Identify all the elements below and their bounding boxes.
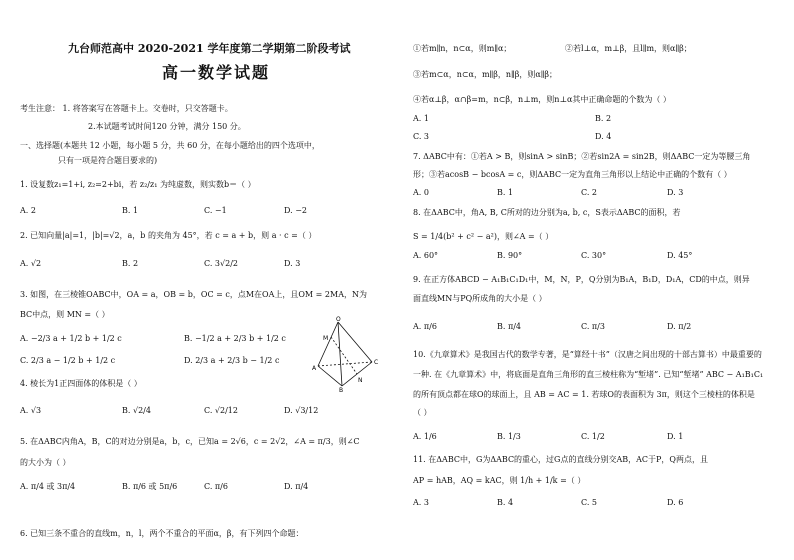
q3-stem-1: 3. 如图，在三棱锥OABC中，OA = a，OB = b，OC = c，点M在OA上，且OM = 2MA，N为 <box>20 290 367 299</box>
q6-option-b: B. 2 <box>595 114 612 123</box>
q7-stem-2: 形；③若acosB − bcosA = c，则ΔABC一定为直角三角形以上结论中正确的个数有（ ） <box>413 170 732 179</box>
q3-stem-2: BC中点，则 MN =（ ） <box>20 310 110 319</box>
q7-option-b: B. 1 <box>497 188 514 197</box>
q1-option-c: C. −1 <box>204 206 227 215</box>
q8-option-a: A. 60° <box>413 251 439 260</box>
q10-stem-4: （ ） <box>413 408 432 417</box>
q1-option-d: D. −2 <box>284 206 308 215</box>
q4-option-d: D. √3/12 <box>284 406 319 415</box>
tetrahedron-figure <box>312 316 382 392</box>
q3-option-a: A. −2/3 a + 1/2 b + 1/2 c <box>20 334 122 343</box>
q1-option-a: A. 2 <box>20 206 36 215</box>
q5-option-c: C. π/6 <box>204 482 228 491</box>
school-exam-title: 九台师范高中 2020-2021 学年度第二学期第二阶段考试 <box>68 42 351 55</box>
q10-option-d: D. 1 <box>667 432 684 441</box>
q7-option-a: A. 0 <box>413 188 429 197</box>
q2-option-c: C. 3√2/2 <box>204 259 238 268</box>
q10-option-a: A. 1/6 <box>413 432 437 441</box>
q3-option-d: D. 2/3 a + 2/3 b − 1/2 c <box>184 356 280 365</box>
q8-stem-1: 8. 在ΔABC中，角A, B, C所对的边分别为a, b, c，S表示ΔABC的面积，若 <box>413 208 681 217</box>
notes-line-2: 2.本试题考试时间120 分钟，满分 150 分。 <box>88 122 246 131</box>
section1-heading-2: 只有一项是符合题目要求的) <box>58 156 158 165</box>
q4-stem: 4. 棱长为1正四面体的体积是（ ） <box>20 379 142 388</box>
q6-stem: 6. 已知三条不重合的直线m，n，l，两个不重合的平面α，β，有下列四个命题： <box>20 529 304 538</box>
q3-option-b: B. −1/2 a + 2/3 b + 1/2 c <box>184 334 286 343</box>
q9-option-b: B. π/4 <box>497 322 522 331</box>
q9-option-c: C. π/3 <box>581 322 605 331</box>
q5-option-d: D. π/4 <box>284 482 309 491</box>
q7-option-d: D. 3 <box>667 188 684 197</box>
q5-stem-1: 5. 在ΔABC内角A，B，C的对边分别是a，b，c，已知a = 2√6，c = 2√2，∠A = π/3，则∠C <box>20 437 360 446</box>
fig-label-b: B <box>339 387 344 392</box>
q7-option-c: C. 2 <box>581 188 598 197</box>
q10-stem-3: 的所有顶点都在球O的球面上，且 AB = AC = 1. 若球O的表面积为 3π，则这个三棱柱的体积是 <box>413 390 755 399</box>
q1-stem: 1. 设复数z₁=1+i, z₂=2+bi，若 z₂/z₁ 为纯虚数，则实数b＝（ ） <box>20 180 256 189</box>
fig-label-m: M <box>323 335 329 342</box>
fig-label-o: O <box>336 316 341 323</box>
fig-label-n: N <box>358 377 363 384</box>
q7-stem-1: 7. ΔABC中有：①若A > B，则sinA > sinB；②若sin2A = sin2B，则ΔABC一定为等腰三角 <box>413 152 751 161</box>
q1-option-b: B. 1 <box>122 206 139 215</box>
q6-proposition-2: ②若l⊥α，m⊥β，且l∥m，则α∥β； <box>565 44 692 53</box>
q9-option-d: D. π/2 <box>667 322 692 331</box>
q10-stem-2: 一种. 在《九章算术》中，将底面是直角三角形的直三棱柱称为“堑堵”. 已知“堑堵” ABC − A₁B₁C₁ <box>413 370 764 379</box>
q11-option-b: B. 4 <box>497 498 514 507</box>
section1-heading-1: 一、选择题(本题共 12 小题，每小题 5 分，共 60 分，在每小题给出的四个选项中， <box>20 141 320 150</box>
q3-option-c: C. 2/3 a − 1/2 b + 1/2 c <box>20 356 116 365</box>
q11-stem-2: AP = hAB，AQ = kAC，则 1/h + 1/k =（ ） <box>413 476 586 485</box>
notes-line-1: 考生注意： 1. 将答案写在答题卡上。交卷时，只交答题卡。 <box>20 104 233 113</box>
q5-option-b: B. π/6 或 5π/6 <box>122 482 178 491</box>
q6-proposition-4: ④若α⊥β，α∩β=m，n⊂β，n⊥m，则n⊥α其中正确命题的个数为（ ） <box>413 95 671 104</box>
q6-proposition-3: ③若m⊂α，n⊂α，m∥β，n∥β，则α∥β； <box>413 70 558 79</box>
q6-option-d: D. 4 <box>595 132 612 141</box>
q2-option-d: D. 3 <box>284 259 301 268</box>
q10-option-b: B. 1/3 <box>497 432 521 441</box>
q11-option-a: A. 3 <box>413 498 429 507</box>
q5-stem-2: 的大小为（ ） <box>20 458 71 467</box>
fig-label-a: A <box>312 365 317 372</box>
q11-option-d: D. 6 <box>667 498 684 507</box>
q8-option-d: D. 45° <box>667 251 693 260</box>
q2-option-a: A. √2 <box>20 259 42 268</box>
q8-option-c: C. 30° <box>581 251 607 260</box>
right-column <box>405 0 790 560</box>
q4-option-b: B. √2/4 <box>122 406 151 415</box>
q10-stem-1: 10.《九章算术》是我国古代的数学专著，是“算经十书”（汉唐之间出现的十部古算书）中最重要的 <box>413 350 762 359</box>
q6-option-a: A. 1 <box>413 114 429 123</box>
q6-proposition-1: ①若m∥n，n⊂α，则m∥α； <box>413 44 512 53</box>
q9-stem-1: 9. 在正方体ABCD − A₁B₁C₁D₁中，M，N，P，Q分别为B₁A，B₁D，D₁A，CD的中点，则异 <box>413 275 750 284</box>
q8-stem-2: S = 1/4(b² + c² − a²)，则∠A =（ ） <box>413 232 554 241</box>
q4-option-a: A. √3 <box>20 406 42 415</box>
q10-option-c: C. 1/2 <box>581 432 605 441</box>
q11-option-c: C. 5 <box>581 498 598 507</box>
q9-stem-2: 面直线MN与PQ所成角的大小是（ ） <box>413 294 547 303</box>
fig-label-c: C <box>374 359 379 366</box>
q8-option-b: B. 90° <box>497 251 523 260</box>
q9-option-a: A. π/6 <box>413 322 437 331</box>
left-column <box>12 0 397 560</box>
q5-option-a: A. π/4 或 3π/4 <box>20 482 76 491</box>
q11-stem-1: 11. 在ΔABC中，G为ΔABC的重心，过G点的直线分别交AB，AC于P，Q两点，且 <box>413 455 708 464</box>
q2-option-b: B. 2 <box>122 259 139 268</box>
q4-option-c: C. √2/12 <box>204 406 238 415</box>
q2-stem: 2. 已知向量|a|=1，|b|=√2，a，b 的夹角为 45°，若 c = a + b，则 a · c =（ ） <box>20 231 317 240</box>
q6-option-c: C. 3 <box>413 132 430 141</box>
subject-title: 高一数学试题 <box>162 63 271 82</box>
